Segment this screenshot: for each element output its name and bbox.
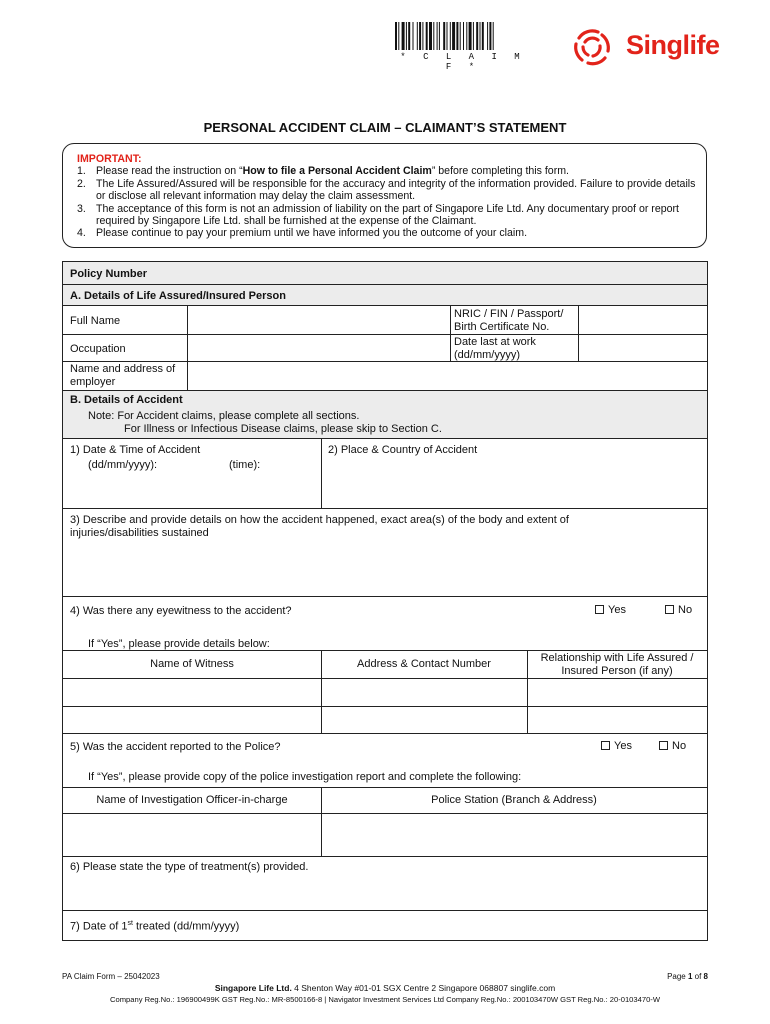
q3-label: 3) Describe and provide details on how the accident happened, exact area(s) of the body and extent of injuries/disabilities sustained bbox=[70, 514, 569, 539]
witness-address-field[interactable] bbox=[322, 707, 527, 733]
important-item: 2. The Life Assured/Assured will be responsible for the accuracy and integrity of the information provided. Failure to provide details or disclose all relevant information may delay the claim assessment. bbox=[77, 177, 696, 203]
q1-label: 1) Date & Time of Accident bbox=[70, 444, 201, 456]
form-id: PA Claim Form – 25042023 bbox=[62, 972, 160, 981]
important-notice bbox=[62, 143, 707, 248]
witness-name-field[interactable] bbox=[63, 707, 321, 733]
accident-description-field[interactable] bbox=[63, 540, 707, 596]
q6-label: 6) Please state the type of treatment(s) provided. bbox=[70, 861, 309, 873]
important-item: 4. Please continue to pay your premium until we have informed you the outcome of your claim. bbox=[77, 227, 528, 240]
full-name-label: Full Name bbox=[70, 315, 121, 327]
important-item: 3. The acceptance of this form is not an admission of liability on the part of Singapore Life Ltd. Any documentary proof or report required by Singapore Life Ltd. shall be furnished at the expense of the Claimant. bbox=[77, 202, 679, 228]
q5-no-checkbox[interactable] bbox=[659, 741, 668, 750]
police-col-officer: Name of Investigation Officer-in-charge bbox=[96, 794, 288, 806]
q4-no-checkbox[interactable] bbox=[665, 605, 674, 614]
q4-yes-option[interactable]: Yes bbox=[595, 604, 626, 617]
accident-place-field[interactable] bbox=[322, 439, 707, 508]
claim-form-table bbox=[62, 261, 708, 941]
date-last-work-field[interactable] bbox=[579, 335, 707, 361]
witness-address-field[interactable] bbox=[322, 679, 527, 706]
section-b-note-1: Note: For Accident claims, please complete all sections. bbox=[88, 410, 360, 422]
occupation-field[interactable] bbox=[188, 335, 450, 361]
witness-relationship-field[interactable] bbox=[528, 707, 707, 733]
barcode-text: * C L A I M F * bbox=[400, 52, 526, 72]
police-station-field[interactable] bbox=[322, 814, 707, 856]
singlife-logo-text: Singlife bbox=[626, 30, 720, 60]
witness-relationship-field[interactable] bbox=[528, 679, 707, 706]
q2-label: 2) Place & Country of Accident bbox=[328, 444, 478, 456]
page-title: PERSONAL ACCIDENT CLAIM – CLAIMANT’S STATEMENT bbox=[203, 120, 567, 135]
q1-date-label: (dd/mm/yyyy): bbox=[88, 459, 158, 471]
section-a-heading: A. Details of Life Assured/Insured Person bbox=[70, 290, 286, 302]
section-b-note-2: For Illness or Infectious Disease claims, please skip to Section C. bbox=[124, 423, 442, 435]
full-name-field[interactable] bbox=[188, 306, 450, 334]
q4-if-yes-label: If “Yes”, please provide details below: bbox=[88, 638, 270, 650]
witness-col-relationship: Relationship with Life Assured / Insured Person (if any) bbox=[540, 652, 694, 677]
q1-time-label: (time): bbox=[229, 459, 261, 471]
witness-col-address: Address & Contact Number bbox=[357, 658, 491, 670]
company-registration: Company Reg.No.: 196900499K GST Reg.No.: MR-8500166-8 | Navigator Investment Services Ltd Company Reg.No.: 200103470W GST Reg.No.: 20-0103470-W bbox=[110, 995, 660, 1004]
q5-label: 5) Was the accident reported to the Police? bbox=[70, 741, 281, 753]
accident-date-time-field[interactable] bbox=[63, 439, 320, 508]
q7-label: 7) Date of 1st treated (dd/mm/yyyy) bbox=[70, 920, 240, 933]
company-address: Singapore Life Ltd. 4 Shenton Way #01-01 SGX Centre 2 Singapore 068807 singlife.com bbox=[214, 983, 556, 993]
nric-field[interactable] bbox=[579, 306, 707, 334]
page-number: Page 1 of 8 bbox=[667, 972, 708, 981]
treatment-field[interactable] bbox=[63, 876, 707, 910]
police-col-station: Police Station (Branch & Address) bbox=[431, 794, 597, 806]
q4-label: 4) Was there any eyewitness to the accident? bbox=[70, 605, 292, 617]
q5-yes-option[interactable]: Yes bbox=[601, 740, 632, 753]
q5-if-yes-label: If “Yes”, please provide copy of the police investigation report and complete the following: bbox=[88, 771, 522, 783]
witness-name-field[interactable] bbox=[63, 679, 321, 706]
police-officer-field[interactable] bbox=[63, 814, 321, 856]
employer-field[interactable] bbox=[188, 362, 707, 390]
q5-yes-checkbox[interactable] bbox=[601, 741, 610, 750]
q5-no-option[interactable]: No bbox=[659, 740, 686, 753]
q4-yes-checkbox[interactable] bbox=[595, 605, 604, 614]
important-item: 1. Please read the instruction on “How to file a Personal Accident Claim” before completing this form. bbox=[77, 165, 569, 178]
section-b-heading: B. Details of Accident bbox=[70, 394, 183, 406]
witness-col-name: Name of Witness bbox=[150, 658, 234, 670]
employer-label: Name and address of employer bbox=[70, 363, 176, 388]
q4-no-option[interactable]: No bbox=[665, 604, 692, 617]
policy-number-label: Policy Number bbox=[70, 268, 148, 280]
date-last-work-label: Date last at work (dd/mm/yyyy) bbox=[454, 336, 536, 361]
barcode bbox=[395, 22, 531, 50]
nric-label: NRIC / FIN / Passport/ Birth Certificate No. bbox=[454, 308, 564, 333]
occupation-label: Occupation bbox=[70, 343, 126, 355]
important-heading: IMPORTANT: bbox=[77, 153, 142, 165]
